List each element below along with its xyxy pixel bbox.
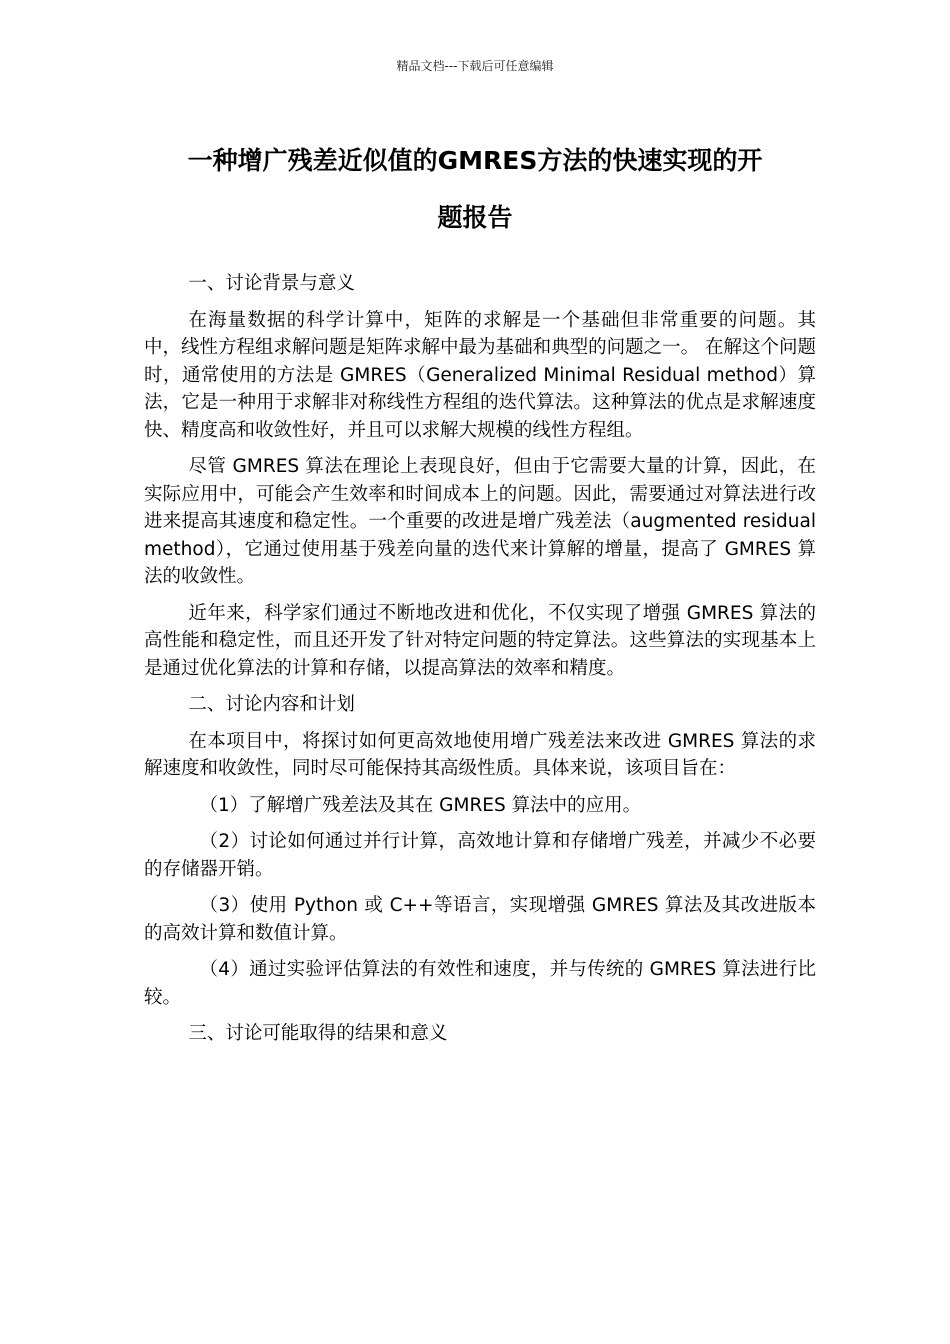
list-item-4: （4）通过实验评估算法的有效性和速度，并与传统的 GMRES 算法进行比较。: [144, 959, 816, 1008]
section-heading-background: 一、讨论背景与意义: [188, 273, 355, 294]
header-note: 精品文档---下载后可任意编辑: [396, 59, 554, 73]
paragraph-background-2: 尽管 GMRES 算法在理论上表现良好，但由于它需要大量的计算，因此，在实际应用中，可能会产生效率和时间成本上的问题。因此，需要通过对算法进行改进来提高其速度和稳定性。一个重要的改进是增广残差法（augmented residual method），它通过使用基于残差向量的迭代来计算解的增量，提高了 GMRES 算法的收敛性。: [144, 456, 816, 587]
list-item-1: （1）了解增广残差法及其在 GMRES 算法中的应用。: [199, 794, 642, 816]
section-heading-content-plan: 二、讨论内容和计划: [188, 694, 355, 715]
document-title: [120, 132, 830, 246]
list-item-3: （3）使用 Python 或 C++等语言，实现增强 GMRES 算法及其改进版本的高效计算和数值计算。: [144, 895, 816, 944]
paragraph-background-3: 近年来，科学家们通过不断地改进和优化，不仅实现了增强 GMRES 算法的高性能和稳定性，而且还开发了针对特定问题的特定算法。这些算法的实现基本上是通过优化算法的计算和存储，以提高算法的效率和精度。: [144, 602, 816, 679]
document-title-line-2: 题报告: [437, 203, 513, 232]
document-body: [144, 270, 816, 1057]
document-title-line-1: 一种增广残差近似值的GMRES方法的快速实现的开: [187, 146, 763, 175]
list-item-2: （2）讨论如何通过并行计算，高效地计算和存储增广残差，并减少不必要的存储器开销。: [144, 831, 816, 880]
paragraph-content-plan-1: 在本项目中，将探讨如何更高效地使用增广残差法来改进 GMRES 算法的求解速度和收敛性，同时尽可能保持其高级性质。具体来说，该项目旨在：: [144, 730, 816, 779]
paragraph-background-1: 在海量数据的科学计算中，矩阵的求解是一个基础但非常重要的问题。其中，线性方程组求解问题是矩阵求解中最为基础和典型的问题之一。 在解这个问题时，通常使用的方法是 GMRES（Generalized Minimal Residual method）算法，它是一种用于求解非对称线性方程组的迭代算法。这种算法的优点是求解速度快、精度高和收敛性好，并且可以求解大规模的线性方程组。: [144, 309, 816, 441]
section-heading-results: 三、讨论可能取得的结果和意义: [188, 1023, 448, 1044]
